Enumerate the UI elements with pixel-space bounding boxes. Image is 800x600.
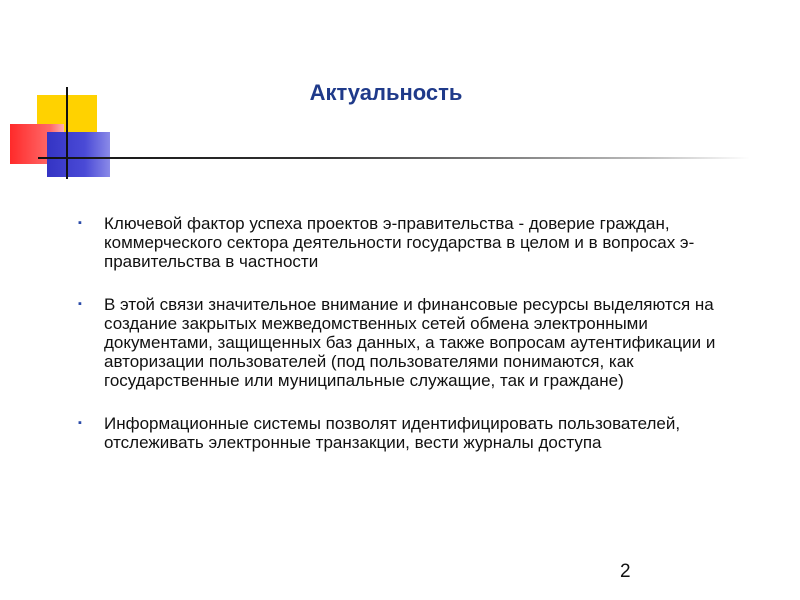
bullet-icon: ▪ [78, 298, 82, 310]
bullet-text: Ключевой фактор успеха проектов э-правительства - доверие граждан, коммерческого сектора деятельности государства в целом и в вопросах э-правительства в частности [104, 214, 695, 271]
bullet-item [78, 214, 718, 271]
bullet-text: Информационные системы позволят идентифицировать пользователей, отслеживать электронные транзакции, вести журналы доступа [104, 414, 681, 452]
bullet-item [78, 295, 718, 390]
title-divider [38, 157, 750, 159]
bullet-text: В этой связи значительное внимание и финансовые ресурсы выделяются на создание закрытых межведомственных сетей обмена электронными документами, защищенных баз данных, а также вопросам аутентификации и авторизации пользователей (под пользователями понимаются, как государственные или муниципальные служащие, так и граждане) [104, 295, 716, 390]
page-number: 2 [620, 561, 631, 582]
slide-title: Актуальность [309, 80, 463, 105]
bullet-list [78, 214, 718, 476]
bullet-item [78, 414, 718, 452]
bullet-icon: ▪ [78, 417, 82, 429]
bullet-icon: ▪ [78, 217, 82, 229]
logo-blue-square [47, 132, 110, 177]
